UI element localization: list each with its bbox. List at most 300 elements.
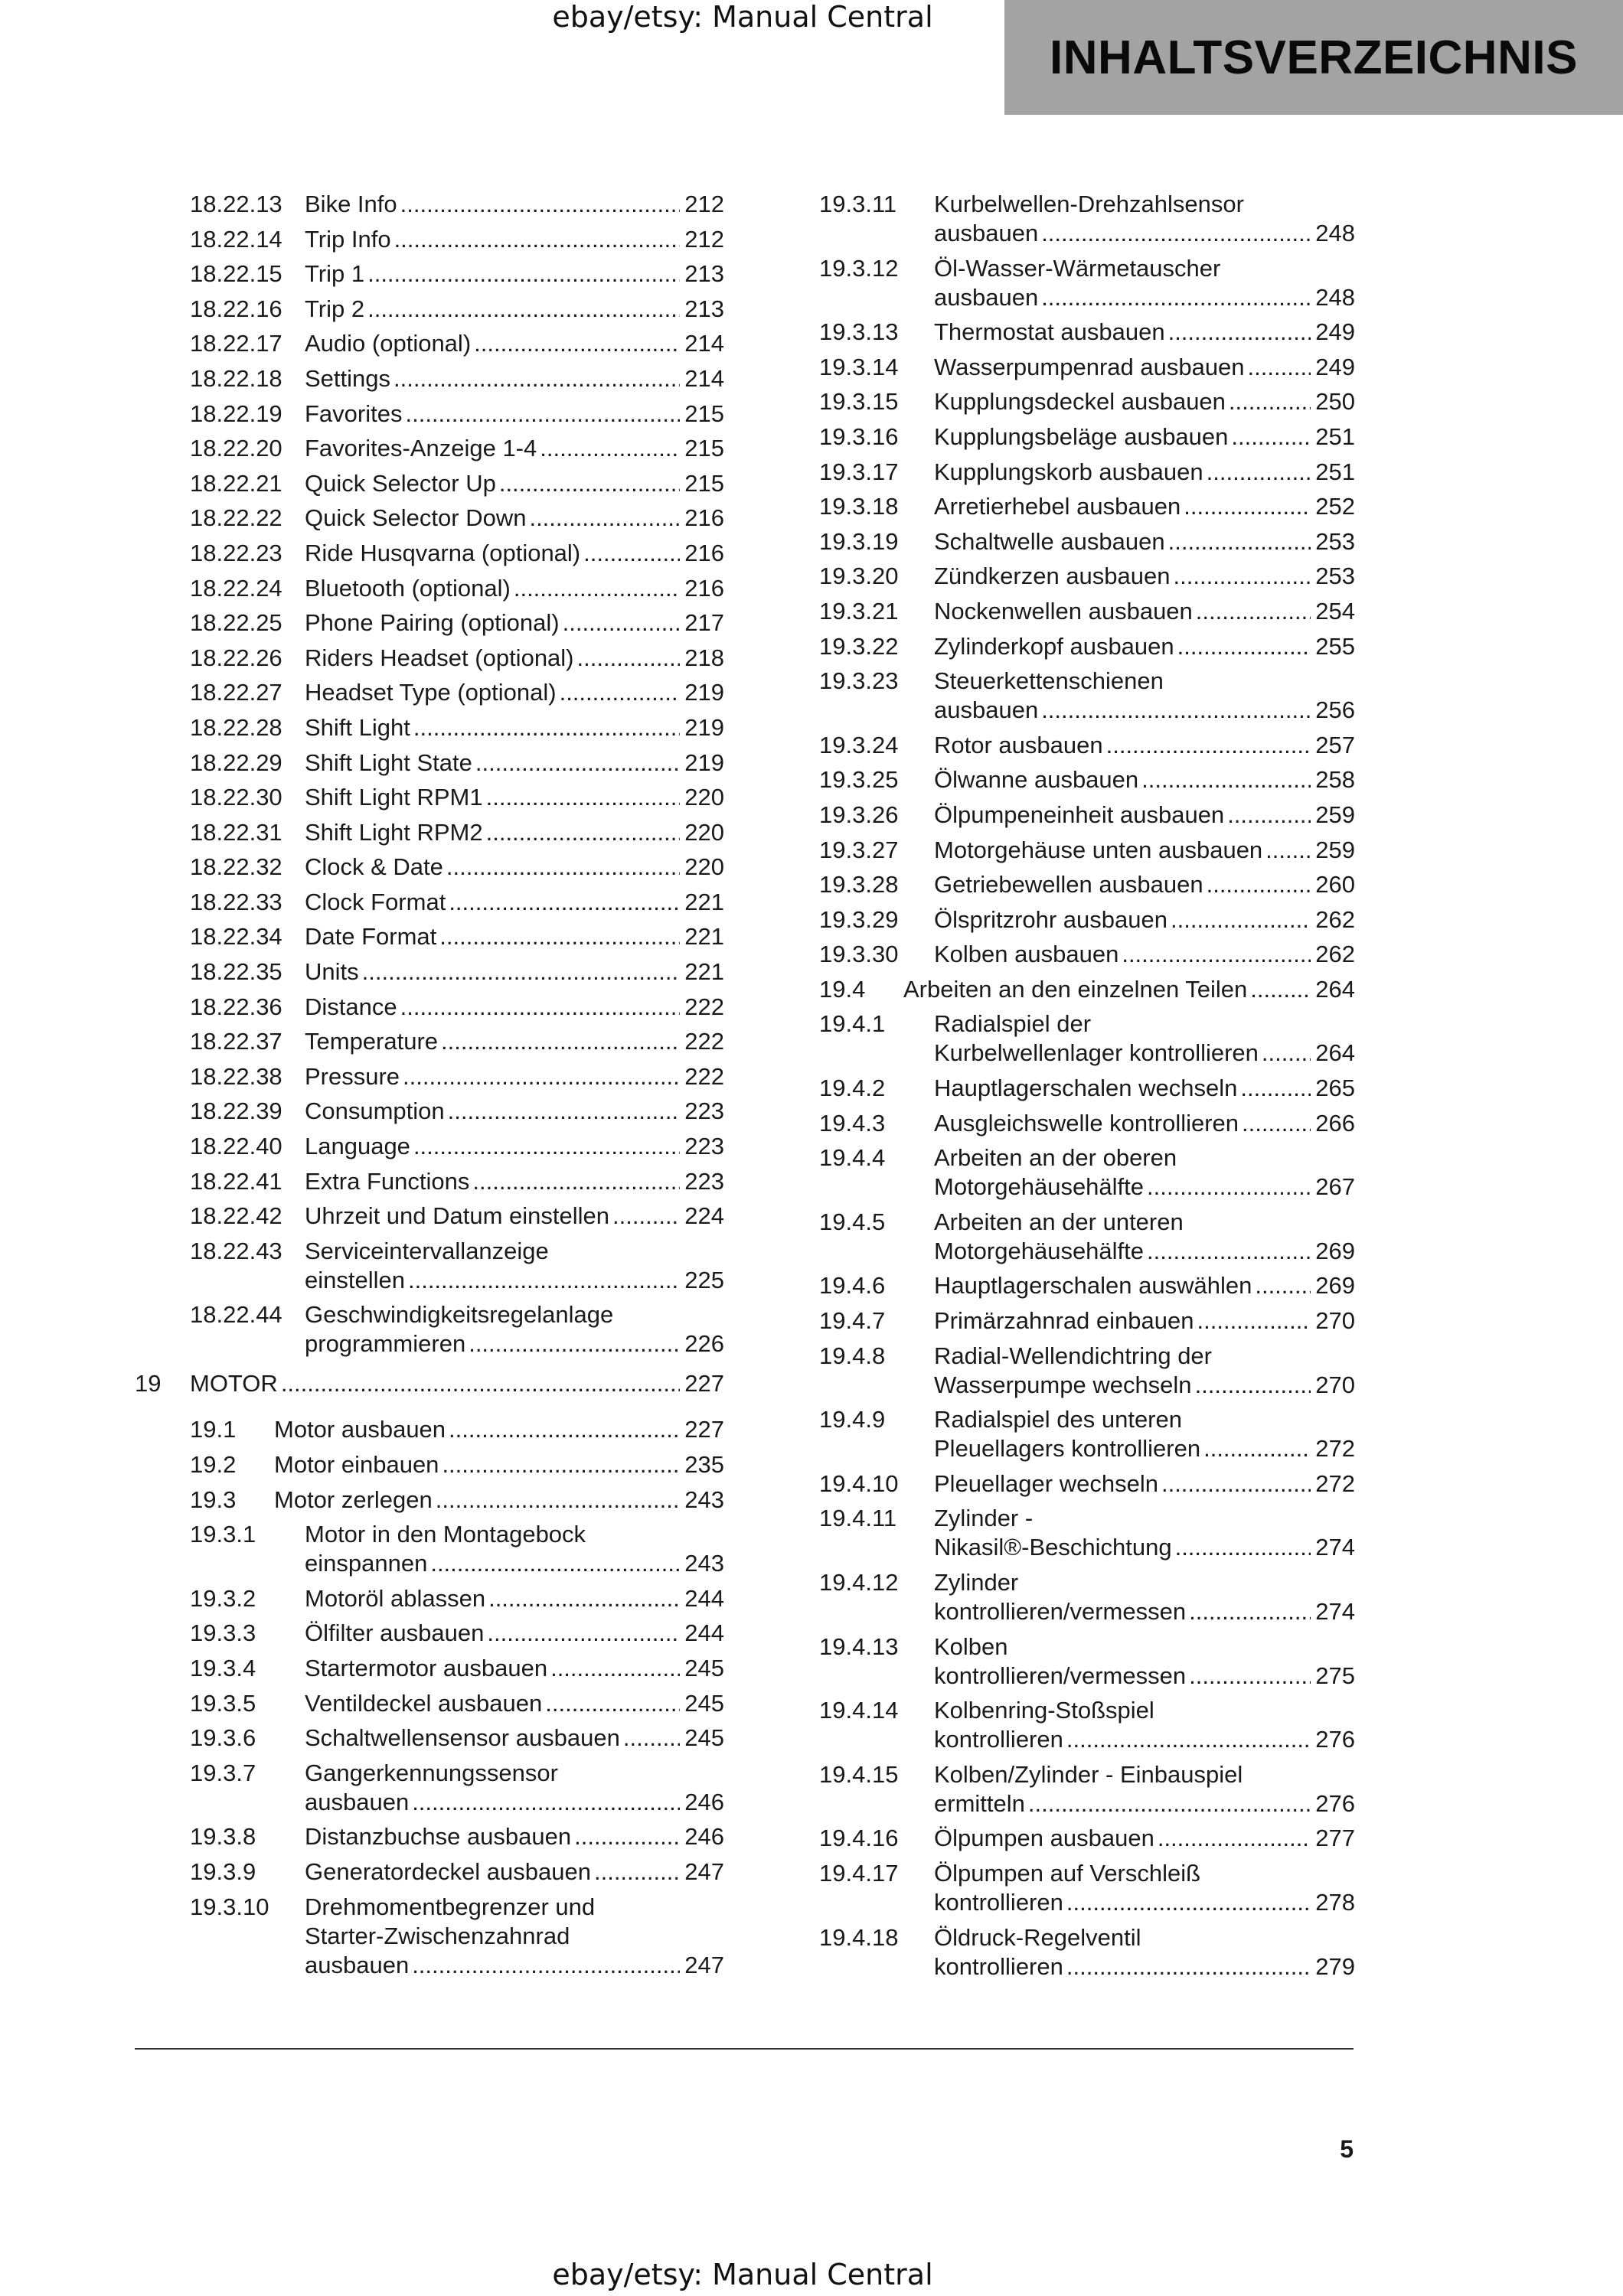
- toc-entry-number: 19.3.18: [819, 493, 899, 520]
- toc-entry-title: Clock & Date: [305, 853, 443, 881]
- toc-entry-number: 19.4.15: [819, 1760, 899, 1788]
- toc-entry-body: [934, 1923, 1355, 1981]
- toc-entry-line: [305, 1619, 724, 1648]
- toc-entry-body: [934, 1568, 1355, 1626]
- toc-entry-number: 19.3.8: [190, 1823, 256, 1851]
- toc-entry[interactable]: [135, 1689, 724, 1718]
- toc-entry-number: 19.4.4: [819, 1144, 886, 1172]
- toc-entry-body: [305, 1300, 724, 1358]
- dot-leader: [1195, 1371, 1311, 1400]
- toc-entry-title: Ölfilter ausbauen: [305, 1619, 485, 1647]
- toc-entry[interactable]: [819, 1009, 1355, 1068]
- toc-entry[interactable]: [135, 853, 724, 882]
- toc-entry-body: [305, 1654, 724, 1683]
- toc-entry[interactable]: [135, 1097, 724, 1126]
- toc-entry[interactable]: [135, 469, 724, 498]
- toc-entry-title: Zündkerzen ausbauen: [934, 563, 1171, 590]
- toc-entry-number: 19.4.5: [819, 1208, 886, 1235]
- toc-entry-page: 253: [1315, 563, 1355, 590]
- toc-entry-line: [934, 1789, 1355, 1818]
- toc-entry-page: 246: [684, 1823, 724, 1851]
- toc-entry-number: 18.22.28: [190, 713, 282, 741]
- dot-leader: [1197, 1306, 1311, 1336]
- dot-leader: [408, 1266, 680, 1295]
- toc-entry[interactable]: [819, 1859, 1355, 1917]
- toc-entry-page: 245: [684, 1689, 724, 1717]
- toc-entry-page: 222: [684, 1062, 724, 1090]
- toc-entry-number: 18.22.21: [190, 469, 282, 497]
- toc-entry-line: [934, 1009, 1355, 1039]
- dot-leader: [583, 539, 680, 568]
- toc-entry-page: 251: [1315, 458, 1355, 485]
- toc-entry-body: [934, 1696, 1355, 1754]
- toc-entry-number: 19.1: [190, 1416, 237, 1443]
- toc-entry-page: 227: [684, 1416, 724, 1443]
- toc-entry-title: Units: [305, 958, 359, 986]
- toc-entry-line: [934, 353, 1355, 382]
- toc-entry[interactable]: [135, 259, 724, 289]
- dot-leader: [413, 713, 680, 742]
- toc-entry[interactable]: [819, 1109, 1355, 1138]
- toc-entry-page: 214: [684, 364, 724, 392]
- toc-entry-page: 221: [684, 958, 724, 986]
- toc-entry-line: [305, 225, 724, 254]
- dot-leader: [1141, 765, 1311, 794]
- toc-entry-page: 248: [1315, 220, 1355, 246]
- toc-entry[interactable]: [135, 713, 724, 742]
- toc-entry[interactable]: [135, 1027, 724, 1056]
- toc-entry[interactable]: [819, 387, 1355, 416]
- toc-entry[interactable]: [819, 422, 1355, 452]
- toc-entry-number: 19.3.16: [819, 422, 899, 450]
- toc-entry-line: [934, 1434, 1355, 1463]
- toc-entry[interactable]: [819, 905, 1355, 934]
- toc-entry-page: 247: [684, 1857, 724, 1885]
- dot-leader: [1168, 527, 1311, 556]
- dot-leader: [448, 1097, 681, 1126]
- toc-entry-page: 258: [1315, 766, 1355, 794]
- toc-entry-title: kontrollieren/vermessen: [934, 1598, 1187, 1625]
- toc-entry-line: [934, 1952, 1355, 1981]
- toc-entry[interactable]: [819, 801, 1355, 830]
- toc-entry-number: 19.2: [190, 1451, 237, 1478]
- toc-entry-title: Audio (optional): [305, 330, 472, 357]
- toc-entry-line: [934, 1504, 1355, 1533]
- toc-entry-number: 18.22.30: [190, 784, 282, 811]
- toc-entry-page: 247: [684, 1951, 724, 1978]
- toc-entry[interactable]: [135, 539, 724, 568]
- toc-entry-number: 18.22.34: [190, 923, 282, 951]
- toc-entry-line: [305, 434, 724, 463]
- toc-entry[interactable]: [819, 527, 1355, 556]
- toc-entry-body: [305, 295, 724, 324]
- toc-entry[interactable]: [135, 1893, 724, 1980]
- toc-entry-title: Arbeiten an der unteren: [934, 1208, 1184, 1235]
- toc-entry-line: [934, 1039, 1355, 1068]
- toc-entry-title: Ölspritzrohr ausbauen: [934, 905, 1167, 933]
- toc-entry-page: 223: [684, 1167, 724, 1195]
- toc-entry-title: Language: [305, 1133, 410, 1160]
- toc-entry-number: 19: [135, 1370, 162, 1397]
- toc-entry-line: [934, 492, 1355, 521]
- toc-entry-page: 254: [1315, 597, 1355, 625]
- toc-entry-line: [305, 748, 724, 778]
- toc-entry-body: [305, 783, 724, 812]
- dot-leader: [488, 1584, 680, 1613]
- toc-entry-page: 279: [1315, 1952, 1355, 1980]
- toc-entry-number: 18.22.17: [190, 330, 282, 357]
- toc-entry-line: [305, 400, 724, 429]
- toc-entry[interactable]: [819, 1208, 1355, 1266]
- toc-entry[interactable]: [819, 492, 1355, 521]
- toc-entry[interactable]: [819, 632, 1355, 661]
- toc-entry[interactable]: [819, 1504, 1355, 1562]
- dot-leader: [1242, 1109, 1311, 1138]
- dot-leader: [474, 329, 680, 358]
- toc-entry[interactable]: [819, 870, 1355, 899]
- toc-entry-line: [934, 283, 1355, 312]
- toc-entry[interactable]: [135, 1132, 724, 1161]
- toc-entry-title: Kolben ausbauen: [934, 941, 1119, 968]
- watermark-bottom: ebay/etsy: Manual Central: [552, 2258, 933, 2291]
- toc-entry-page: 227: [684, 1370, 724, 1397]
- toc-entry-title: Motorgehäusehälfte: [934, 1237, 1145, 1264]
- dot-leader: [1229, 387, 1311, 416]
- toc-entry-line: [934, 1568, 1355, 1597]
- toc-entry-line: [934, 254, 1355, 283]
- toc-entry-body: [934, 1504, 1355, 1562]
- toc-entry-number: 18.22.27: [190, 679, 282, 706]
- toc-entry-body: [934, 562, 1355, 591]
- toc-entry[interactable]: [819, 190, 1355, 248]
- toc-entry-title: Pleuellager wechseln: [934, 1469, 1158, 1497]
- toc-entry[interactable]: [819, 1074, 1355, 1103]
- toc-entry[interactable]: [135, 1237, 724, 1295]
- toc-entry-page: 212: [684, 225, 724, 253]
- toc-entry-page: 215: [684, 435, 724, 462]
- toc-entry[interactable]: [135, 1619, 724, 1648]
- toc-entry-page: 275: [1315, 1662, 1355, 1689]
- toc-entry[interactable]: [135, 1724, 724, 1753]
- toc-entry-page: 250: [1315, 388, 1355, 416]
- toc-entry-title: ausbauen: [934, 220, 1039, 246]
- toc-entry[interactable]: [135, 504, 724, 533]
- toc-entry-number: 19.4.9: [819, 1406, 886, 1433]
- toc-entry[interactable]: [819, 667, 1355, 725]
- toc-entry-page: 248: [1315, 283, 1355, 311]
- toc-entry[interactable]: [819, 940, 1355, 969]
- toc-entry-number: 18.22.38: [190, 1062, 282, 1090]
- toc-entry-body: [934, 353, 1355, 382]
- toc-entry-body: [934, 667, 1355, 725]
- toc-entry[interactable]: [135, 574, 724, 603]
- toc-entry[interactable]: [819, 975, 1355, 1004]
- toc-entry-body: [305, 1893, 724, 1980]
- toc-entry-line: [934, 1725, 1355, 1754]
- toc-entry-line: [934, 765, 1355, 794]
- toc-entry[interactable]: [819, 1271, 1355, 1300]
- toc-entry-body: [305, 748, 724, 778]
- toc-entry[interactable]: [135, 748, 724, 778]
- toc-entry-title: ermitteln: [934, 1789, 1025, 1817]
- toc-entry[interactable]: [135, 957, 724, 987]
- toc-entry-page: 216: [684, 574, 724, 602]
- toc-entry-title: kontrollieren/vermessen: [934, 1662, 1187, 1689]
- dot-leader: [1262, 1039, 1311, 1068]
- toc-entry-page: 276: [1315, 1789, 1355, 1817]
- toc-entry[interactable]: [135, 678, 724, 707]
- toc-entry[interactable]: [819, 1923, 1355, 1981]
- toc-entry-title: Motoröl ablassen: [305, 1584, 486, 1612]
- toc-entry-line: [305, 295, 724, 324]
- toc-entry-number: 19.4.13: [819, 1632, 899, 1660]
- toc-entry[interactable]: [819, 1306, 1355, 1336]
- dot-leader: [550, 1654, 680, 1683]
- toc-entry-title: Getriebewellen ausbauen: [934, 871, 1203, 899]
- toc-entry-body: [305, 678, 724, 707]
- toc-entry-line: [934, 1469, 1355, 1499]
- toc-entry[interactable]: [819, 562, 1355, 591]
- toc-entry-line: [305, 1654, 724, 1683]
- toc-entry-line: [934, 731, 1355, 760]
- toc-entry-body: [305, 469, 724, 498]
- toc-entry-line: [934, 1371, 1355, 1400]
- toc-entry[interactable]: [135, 1369, 724, 1398]
- toc-entry-body: [903, 975, 1355, 1004]
- toc-entry[interactable]: [819, 1143, 1355, 1202]
- toc-entry[interactable]: [135, 1759, 724, 1817]
- toc-entry[interactable]: [819, 1469, 1355, 1499]
- toc-entry[interactable]: [819, 254, 1355, 312]
- toc-entry-title: Phone Pairing (optional): [305, 609, 560, 637]
- toc-entry-body: [305, 1097, 724, 1126]
- toc-entry-body: [305, 957, 724, 987]
- toc-entry-body: [934, 422, 1355, 452]
- toc-entry[interactable]: [819, 597, 1355, 626]
- toc-entry-body: [305, 259, 724, 289]
- toc-entry-body: [934, 492, 1355, 521]
- toc-entry-body: [934, 940, 1355, 969]
- toc-entry-page: 265: [1315, 1075, 1355, 1102]
- toc-entry-title: Quick Selector Up: [305, 469, 496, 497]
- toc-entry-line: [934, 801, 1355, 830]
- toc-entry-line: [305, 1724, 724, 1753]
- toc-entry-page: 216: [684, 504, 724, 532]
- toc-entry[interactable]: [135, 783, 724, 812]
- toc-entry-page: 221: [684, 888, 724, 915]
- footer-divider: [135, 2048, 1354, 2050]
- toc-entry-body: [934, 1405, 1355, 1463]
- dot-leader: [1066, 1952, 1311, 1981]
- toc-entry-page: 243: [684, 1550, 724, 1577]
- toc-entry-body: [934, 1469, 1355, 1499]
- toc-entry-body: [934, 1109, 1355, 1138]
- dot-leader: [1106, 731, 1311, 760]
- toc-entry-body: [934, 1208, 1355, 1266]
- dot-leader: [563, 608, 681, 638]
- toc-entry-number: 19.3.12: [819, 254, 899, 282]
- toc-entry-title: Wasserpumpenrad ausbauen: [934, 353, 1245, 380]
- dot-leader: [439, 922, 680, 951]
- toc-entry-body: [305, 1689, 724, 1718]
- toc-entry[interactable]: [135, 1654, 724, 1683]
- toc-entry-body: [305, 1027, 724, 1056]
- toc-entry-title: Motorgehäuse unten ausbauen: [934, 836, 1263, 863]
- toc-entry-title: Kolben/Zylinder - Einbauspiel: [934, 1760, 1243, 1788]
- toc-entry-title: Ölpumpen auf Verschleiß: [934, 1859, 1201, 1887]
- toc-entry-title: Radial-Wellendichtring der: [934, 1342, 1212, 1369]
- toc-entry[interactable]: [135, 818, 724, 847]
- toc-entry[interactable]: [819, 731, 1355, 760]
- toc-entry[interactable]: [819, 318, 1355, 347]
- toc-entry-page: 223: [684, 1133, 724, 1160]
- toc-entry-title: ausbauen: [305, 1951, 410, 1978]
- toc-entry-body: [934, 597, 1355, 626]
- toc-entry[interactable]: [135, 225, 724, 254]
- toc-entry-body: [305, 1822, 724, 1851]
- toc-entry[interactable]: [135, 295, 724, 324]
- toc-entry-page: 243: [684, 1486, 724, 1513]
- toc-entry[interactable]: [135, 1062, 724, 1091]
- toc-entry[interactable]: [819, 765, 1355, 794]
- toc-entry-line: [305, 818, 724, 847]
- toc-entry-body: [934, 1009, 1355, 1068]
- toc-entry-line: [934, 597, 1355, 626]
- toc-entry[interactable]: [819, 1568, 1355, 1626]
- toc-entry-line: [934, 1533, 1355, 1562]
- toc-entry[interactable]: [819, 1342, 1355, 1400]
- toc-entry-body: [934, 1074, 1355, 1103]
- toc-entry-body: [305, 888, 724, 917]
- toc-entry[interactable]: [135, 922, 724, 951]
- toc-entry[interactable]: [135, 644, 724, 673]
- toc-entry-number: 19.3.24: [819, 731, 899, 758]
- toc-entry-number: 18.22.24: [190, 574, 282, 602]
- toc-entry-page: 222: [684, 1028, 724, 1055]
- toc-entry-body: [305, 1202, 724, 1231]
- dot-leader: [1041, 283, 1311, 312]
- toc-entry[interactable]: [135, 364, 724, 393]
- toc-entry-line: [305, 1584, 724, 1613]
- toc-entry-body: [305, 190, 724, 219]
- toc-entry[interactable]: [819, 353, 1355, 382]
- toc-entry-line: [934, 190, 1355, 219]
- toc-entry-title: Motor zerlegen: [274, 1486, 433, 1513]
- toc-entry[interactable]: [819, 1632, 1355, 1691]
- toc-entry-number: 18.22.40: [190, 1133, 282, 1160]
- toc-entry-body: [305, 539, 724, 568]
- toc-entry-title: Riders Headset (optional): [305, 644, 574, 671]
- dot-leader: [394, 225, 681, 254]
- toc-entry[interactable]: [135, 1822, 724, 1851]
- toc-entry-page: 260: [1315, 871, 1355, 899]
- watermark-top: ebay/etsy: Manual Central: [552, 0, 933, 34]
- toc-entry[interactable]: [135, 993, 724, 1022]
- toc-entry[interactable]: [135, 1415, 724, 1444]
- dot-leader: [1041, 696, 1311, 725]
- toc-entry-body: [305, 1237, 724, 1295]
- toc-entry[interactable]: [135, 1167, 724, 1196]
- toc-entry-number: 19.4.7: [819, 1307, 886, 1335]
- toc-entry[interactable]: [135, 1520, 724, 1578]
- toc-entry-number: 19.4: [819, 975, 866, 1003]
- toc-entry-line: [934, 1237, 1355, 1266]
- toc-entry-number: 19.3.19: [819, 527, 899, 555]
- toc-entry[interactable]: [135, 1450, 724, 1479]
- toc-entry-line: [934, 422, 1355, 452]
- toc-entry[interactable]: [135, 1486, 724, 1515]
- toc-entry[interactable]: [819, 1760, 1355, 1818]
- dot-leader: [1240, 1074, 1311, 1103]
- toc-entry-line: [274, 1415, 724, 1444]
- toc-entry-page: 255: [1315, 632, 1355, 660]
- toc-entry[interactable]: [135, 400, 724, 429]
- toc-entry-number: 19.3.7: [190, 1759, 256, 1786]
- toc-entry-number: 19.3.27: [819, 836, 899, 863]
- toc-entry[interactable]: [819, 1696, 1355, 1754]
- toc-entry[interactable]: [135, 329, 724, 358]
- toc-entry[interactable]: [819, 1405, 1355, 1463]
- toc-entry-title: Kupplungsdeckel ausbauen: [934, 388, 1226, 416]
- toc-entry-body: [190, 1369, 724, 1398]
- toc-entry-title: Gangerkennungssensor: [305, 1759, 558, 1786]
- toc-entry-page: 220: [684, 784, 724, 811]
- toc-entry-page: 264: [1315, 1039, 1355, 1067]
- toc-entry-title: ausbauen: [934, 283, 1039, 311]
- dot-leader: [475, 748, 680, 778]
- toc-entry[interactable]: [819, 1824, 1355, 1853]
- toc-entry[interactable]: [135, 1202, 724, 1231]
- toc-entry-line: [934, 940, 1355, 969]
- toc-entry-title: Trip 2: [305, 295, 365, 322]
- toc-entry-line: [934, 1760, 1355, 1789]
- toc-entry[interactable]: [135, 190, 724, 219]
- toc-entry[interactable]: [135, 434, 724, 463]
- toc-entry-number: 18.22.35: [190, 958, 282, 986]
- toc-entry-page: 244: [684, 1619, 724, 1647]
- dot-leader: [1184, 492, 1311, 521]
- toc-entry[interactable]: [135, 1584, 724, 1613]
- toc-entry-number: 18.22.13: [190, 191, 282, 217]
- toc-entry[interactable]: [135, 1857, 724, 1887]
- toc-entry[interactable]: [819, 458, 1355, 487]
- toc-entry-title: Zylinderkopf ausbauen: [934, 632, 1174, 660]
- toc-entry-number: 18.22.15: [190, 260, 282, 288]
- toc-entry-title: Clock Format: [305, 888, 446, 915]
- toc-entry-body: [934, 458, 1355, 487]
- toc-entry-line: [305, 1759, 724, 1788]
- toc-entry-line: [305, 678, 724, 707]
- toc-entry-title: Nikasil®-Beschichtung: [934, 1534, 1172, 1561]
- toc-entry[interactable]: [135, 888, 724, 917]
- toc-entry-line: [305, 922, 724, 951]
- toc-entry-title: kontrollieren: [934, 1726, 1063, 1753]
- toc-entry[interactable]: [135, 608, 724, 638]
- toc-entry-number: 19.3.1: [190, 1521, 256, 1548]
- toc-entry-page: 212: [684, 191, 724, 217]
- toc-entry-body: [305, 1857, 724, 1887]
- toc-entry-page: 264: [1315, 975, 1355, 1003]
- toc-entry[interactable]: [819, 836, 1355, 865]
- toc-entry-number: 19.4.17: [819, 1859, 899, 1887]
- toc-entry-line: [305, 190, 724, 219]
- toc-entry-line: [305, 957, 724, 987]
- dot-leader: [400, 993, 681, 1022]
- dot-leader: [1207, 870, 1311, 899]
- toc-entry[interactable]: [135, 1300, 724, 1358]
- dot-leader: [1203, 1434, 1311, 1463]
- toc-entry-number: 19.4.6: [819, 1272, 886, 1300]
